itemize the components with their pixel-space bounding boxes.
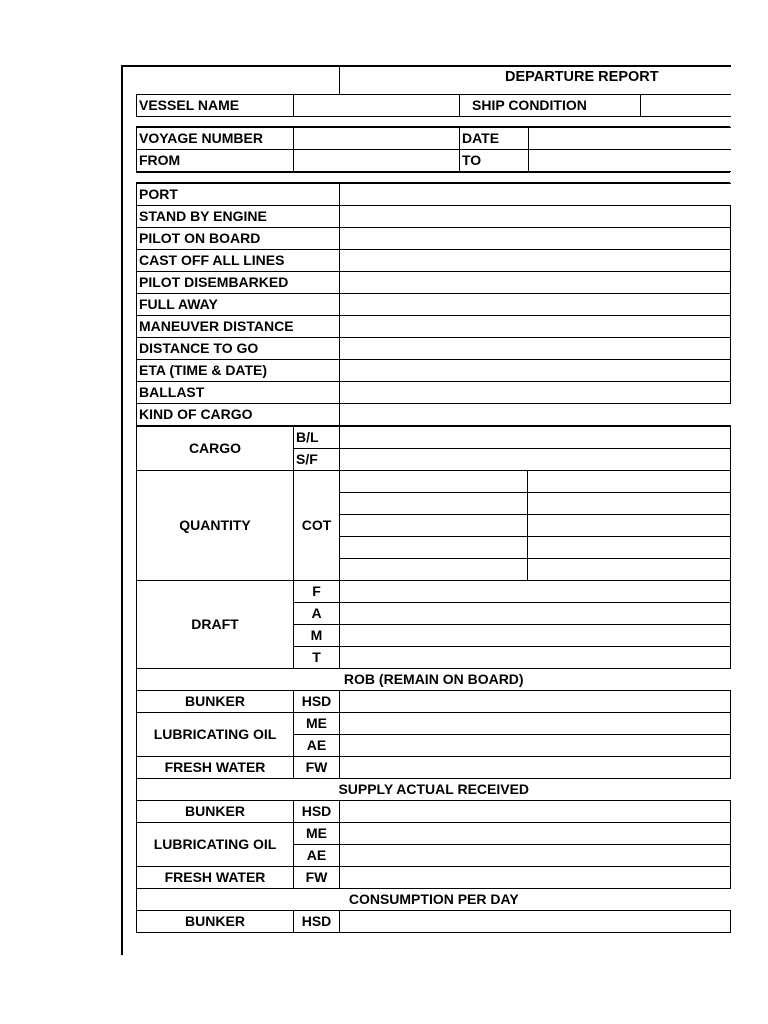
event-field-pilot-off[interactable] xyxy=(340,272,731,294)
from-field[interactable] xyxy=(294,150,460,172)
rob-ae-field[interactable] xyxy=(340,735,731,757)
spacer xyxy=(136,173,730,183)
vessel-name-field[interactable] xyxy=(294,95,460,117)
event-label-ballast: BALLAST xyxy=(137,382,340,404)
cargo-sf-label: S/F xyxy=(294,449,340,471)
supply-lube-label: LUBRICATING OIL xyxy=(137,823,294,867)
spacer xyxy=(136,117,730,127)
event-field-eta[interactable] xyxy=(340,360,731,382)
quantity-field[interactable] xyxy=(528,559,731,581)
rob-fw-field[interactable] xyxy=(340,757,731,779)
draft-label: DRAFT xyxy=(137,581,294,669)
rob-fresh-label: FRESH WATER xyxy=(137,757,294,779)
event-label-distance: DISTANCE TO GO xyxy=(137,338,340,360)
from-label: FROM xyxy=(137,150,294,172)
rob-lube-label: LUBRICATING OIL xyxy=(137,713,294,757)
event-field-ballast[interactable] xyxy=(340,382,731,404)
event-field-port[interactable] xyxy=(340,184,731,206)
quantity-field[interactable] xyxy=(340,471,528,493)
supply-hsd-label: HSD xyxy=(294,801,340,823)
quantity-field[interactable] xyxy=(528,471,731,493)
report-title: DEPARTURE REPORT xyxy=(505,69,659,85)
quantity-field[interactable] xyxy=(528,537,731,559)
frame-top-border xyxy=(121,65,731,67)
event-label-kind-cargo: KIND OF CARGO xyxy=(137,404,340,426)
draft-a-label: A xyxy=(294,603,340,625)
rob-me-label: ME xyxy=(294,713,340,735)
rob-bunker-label: BUNKER xyxy=(137,691,294,713)
event-label-port: PORT xyxy=(137,184,340,206)
consumption-bunker-label: BUNKER xyxy=(137,911,294,933)
event-field-standby[interactable] xyxy=(340,206,731,228)
event-field-kind-cargo[interactable] xyxy=(340,404,731,426)
event-field-full-away[interactable] xyxy=(340,294,731,316)
to-field[interactable] xyxy=(529,150,731,172)
event-label-standby: STAND BY ENGINE xyxy=(137,206,340,228)
cargo-table xyxy=(136,426,731,933)
rob-hsd-field[interactable] xyxy=(340,691,731,713)
quantity-field[interactable] xyxy=(340,515,528,537)
event-field-distance[interactable] xyxy=(340,338,731,360)
ship-condition-label: SHIP CONDITION xyxy=(460,95,641,117)
event-field-cast-off[interactable] xyxy=(340,250,731,272)
draft-t-label: T xyxy=(294,647,340,669)
event-label-pilot-on: PILOT ON BOARD xyxy=(137,228,340,250)
quantity-field[interactable] xyxy=(340,559,528,581)
consumption-hsd-field[interactable] xyxy=(340,911,731,933)
supply-me-label: ME xyxy=(294,823,340,845)
quantity-field[interactable] xyxy=(340,493,528,515)
event-label-pilot-off: PILOT DISEMBARKED xyxy=(137,272,340,294)
spacer-row-2 xyxy=(136,172,730,183)
event-field-maneuver[interactable] xyxy=(340,316,731,338)
voyage-table xyxy=(136,127,731,172)
rob-hsd-label: HSD xyxy=(294,691,340,713)
supply-bunker-label: BUNKER xyxy=(137,801,294,823)
supply-ae-field[interactable] xyxy=(340,845,731,867)
rob-ae-label: AE xyxy=(294,735,340,757)
quantity-field[interactable] xyxy=(528,493,731,515)
vessel-name-label: VESSEL NAME xyxy=(137,95,294,117)
supply-fw-label: FW xyxy=(294,867,340,889)
cargo-bl-label: B/L xyxy=(294,427,340,449)
date-label: DATE xyxy=(460,128,529,150)
supply-ae-label: AE xyxy=(294,845,340,867)
cargo-label: CARGO xyxy=(137,427,294,471)
draft-m-field[interactable] xyxy=(340,625,731,647)
event-field-pilot-on[interactable] xyxy=(340,228,731,250)
to-label: TO xyxy=(460,150,529,172)
quantity-field[interactable] xyxy=(528,515,731,537)
rob-heading: ROB (REMAIN ON BOARD) xyxy=(137,669,731,691)
draft-f-label: F xyxy=(294,581,340,603)
supply-fw-field[interactable] xyxy=(340,867,731,889)
event-label-maneuver: MANEUVER DISTANCE xyxy=(137,316,340,338)
supply-hsd-field[interactable] xyxy=(340,801,731,823)
frame-left-border xyxy=(121,65,123,955)
voyage-number-label: VOYAGE NUMBER xyxy=(137,128,294,150)
consumption-hsd-label: HSD xyxy=(294,911,340,933)
frame-divider xyxy=(339,67,340,94)
date-field[interactable] xyxy=(529,128,731,150)
quantity-label: QUANTITY xyxy=(137,471,294,581)
cargo-bl-field[interactable] xyxy=(340,427,731,449)
cargo-sf-field[interactable] xyxy=(340,449,731,471)
draft-t-field[interactable] xyxy=(340,647,731,669)
ship-condition-field[interactable] xyxy=(641,95,731,117)
quantity-field[interactable] xyxy=(340,537,528,559)
event-label-cast-off: CAST OFF ALL LINES xyxy=(137,250,340,272)
draft-a-field[interactable] xyxy=(340,603,731,625)
supply-fresh-label: FRESH WATER xyxy=(137,867,294,889)
supply-me-field[interactable] xyxy=(340,823,731,845)
event-label-full-away: FULL AWAY xyxy=(137,294,340,316)
header-table xyxy=(136,94,731,117)
draft-f-field[interactable] xyxy=(340,581,731,603)
voyage-number-field[interactable] xyxy=(294,128,460,150)
spacer-row-1 xyxy=(136,116,730,127)
draft-m-label: M xyxy=(294,625,340,647)
events-table xyxy=(136,183,731,426)
rob-me-field[interactable] xyxy=(340,713,731,735)
quantity-cot-label: COT xyxy=(294,471,340,581)
event-label-eta: ETA (TIME & DATE) xyxy=(137,360,340,382)
rob-fw-label: FW xyxy=(294,757,340,779)
consumption-heading: CONSUMPTION PER DAY xyxy=(137,889,731,911)
supply-heading: SUPPLY ACTUAL RECEIVED xyxy=(137,779,731,801)
